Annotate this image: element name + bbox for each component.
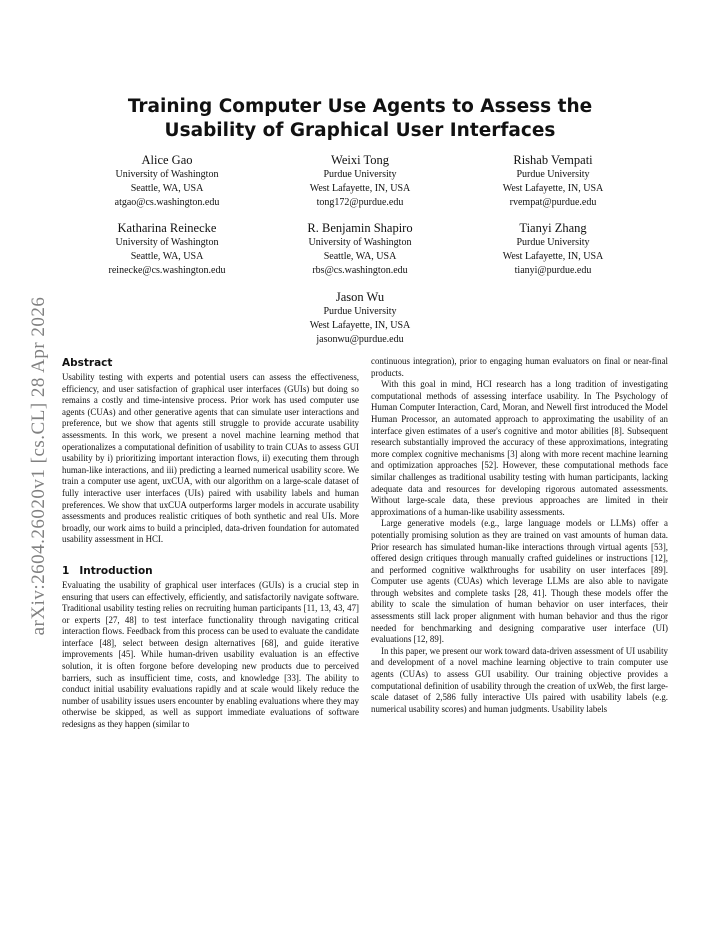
author-email[interactable]: tong172@purdue.edu (316, 197, 404, 208)
intro-paragraph: Evaluating the usability of graphical user interfaces (GUIs) is a crucial step in ensuring that users can effectively, efficiently, and satisfactorily navigate software. Traditional usability testing relies on recruiting human participants [11, 13, 43, 47] or experts [27, 48] to test interface functionality through navigating critical interaction flows. Feedback from this process can be used to evaluate the candidate interface [48], select between design alternatives [68], and guide iterative improvements [45]. While human-driven usability evaluation is an effective solution, it is often forgone before developing new products due to perceived barriers, such as insufficient time, costs, and knowledge [33]. The ability to conduct initial usability evaluations rapidly and at scale would likely reduce the number of usability issues users encounter by enabling evaluations where they may otherwise be skipped, as well as support immediate evaluations of software redesigns as they happen (similar to (62, 579, 359, 730)
author-email[interactable]: rbs@cs.washington.edu (312, 265, 408, 276)
author-block (443, 220, 663, 278)
right-column (371, 356, 668, 715)
section-title: Introduction (79, 564, 153, 577)
arxiv-identifier: arXiv:2604.26020v1 [cs.CL] 28 Apr 2026 (28, 296, 49, 636)
author-name: Weixi Tong (331, 153, 389, 167)
paper-title: Training Computer Use Agents to Assess the Usability of Graphical User Interfaces (127, 96, 593, 141)
author-affiliation: Purdue University (323, 306, 397, 317)
left-column (62, 356, 359, 731)
author-block (443, 152, 663, 210)
author-name: R. Benjamin Shapiro (307, 221, 413, 235)
author-location: Seattle, WA, USA (130, 183, 204, 194)
author-email[interactable]: tianyi@purdue.edu (514, 265, 592, 276)
author-block (57, 152, 277, 210)
abstract-heading: Abstract (62, 357, 113, 369)
intro-paragraph: With this goal in mind, HCI research has a long tradition of investigating computational methods of assessing interface usability. In The Psychology of Human Computer Interaction, Card, Moran, and Newell first introduced the Model Human Processor, an automated approach to approximating the usability of an interface given estimates of a user's cognitive and motor abilities [8]. Subsequent research substantially improved the accuracy of these approximations, integrating more complex cognitive mechanisms [3] along with more recent machine learning and optimization approaches [52]. However, these computational methods face similar challenges as traditional usability testing with human participants, lacking adequate data and resources for developing rigorous automated assessments. Without large-scale data, these previous approaches are limited in their approximations of a human-like usability assessments. (371, 379, 668, 517)
author-affiliation: University of Washington (115, 169, 219, 180)
author-email[interactable]: rvempat@purdue.edu (509, 197, 597, 208)
section-number: 1 (62, 564, 70, 577)
author-block (250, 220, 470, 278)
author-affiliation: University of Washington (115, 237, 219, 248)
author-location: West Lafayette, IN, USA (502, 183, 604, 194)
author-block (250, 152, 470, 210)
author-affiliation: Purdue University (516, 237, 590, 248)
abstract-text: Usability testing with experts and potential users can assess the effectiveness, efficiency, and user satisfaction of graphical user interfaces (GUIs) but doing so remains a costly and time-intensive process. Prior work has used computer use agents (CUAs) and other generative agents that can simulate user interactions and preference, but we show that agents still struggle to provide accurate usability assessments. In this work, we present a novel machine learning method that operationalizes a computational definition of usability to train CUAs to assess GUI usability by i) prioritizing important interaction flows, ii) executing them through human-like interactions, and iii) predicting a learned numerical usability score. We train a computer use agent, uxCUA, with our algorithm on a large-scale dataset of fully interactive user interfaces (UIs) paired with usability labels and human preferences. We show that uxCUA outperforms larger models in accurate usability assessments and produces realistic critiques of both synthetic and real UIs. More broadly, our work aims to build a principled, data-driven foundation for automated usability assessment in HCI. (62, 372, 359, 545)
intro-paragraph: continuous integration), prior to engaging human evaluators on final or near-final products. (371, 356, 668, 378)
author-block (250, 289, 470, 347)
author-affiliation: Purdue University (323, 169, 397, 180)
author-affiliation: Purdue University (516, 169, 590, 180)
author-location: Seattle, WA, USA (130, 251, 204, 262)
intro-paragraph: Large generative models (e.g., large language models or LLMs) offer a potentially promising solution as they are trained on vast amounts of human data. Prior research has simulated human-like interactions through virtual agents [53], offered design critiques through manually crafted guidelines or instructions [12], and performed cognitive walkthroughs for usability on user interfaces [89]. Computer use agents (CUAs) which leverage LLMs are also able to navigate through websites and complete tasks [28, 41]. Though these models offer the ability to scale the simulation of human behavior on user interfaces, their assessments still lack proper alignment with human behavior and thus the rigor needed for benchmarking and designing comparative user interface (UI) evaluations [12, 89]. (371, 518, 668, 645)
author-name: Alice Gao (141, 153, 193, 167)
author-location: West Lafayette, IN, USA (309, 320, 411, 331)
author-name: Rishab Vempati (513, 153, 593, 167)
author-name: Katharina Reinecke (117, 221, 217, 235)
author-email[interactable]: reinecke@cs.washington.edu (108, 265, 226, 276)
author-location: Seattle, WA, USA (323, 251, 397, 262)
author-location: West Lafayette, IN, USA (502, 251, 604, 262)
author-email[interactable]: atgao@cs.washington.edu (114, 197, 220, 208)
introduction-heading (62, 564, 359, 578)
author-location: West Lafayette, IN, USA (309, 183, 411, 194)
author-email[interactable]: jasonwu@purdue.edu (316, 334, 404, 345)
author-affiliation: University of Washington (308, 237, 412, 248)
author-name: Jason Wu (335, 290, 385, 304)
author-block (57, 220, 277, 278)
intro-paragraph: In this paper, we present our work toward data-driven assessment of UI usability and development of a novel machine learning objective to train computer use agents (CUAs) to assess GUI usability. Our training objective provides a computational definition of usability through the creation of uxWeb, the first large-scale dataset of 2,586 fully interactive UIs paired with usability labels (e.g. numerical usability scores) and human judgments. Usability labels (371, 645, 668, 714)
author-name: Tianyi Zhang (519, 221, 587, 235)
